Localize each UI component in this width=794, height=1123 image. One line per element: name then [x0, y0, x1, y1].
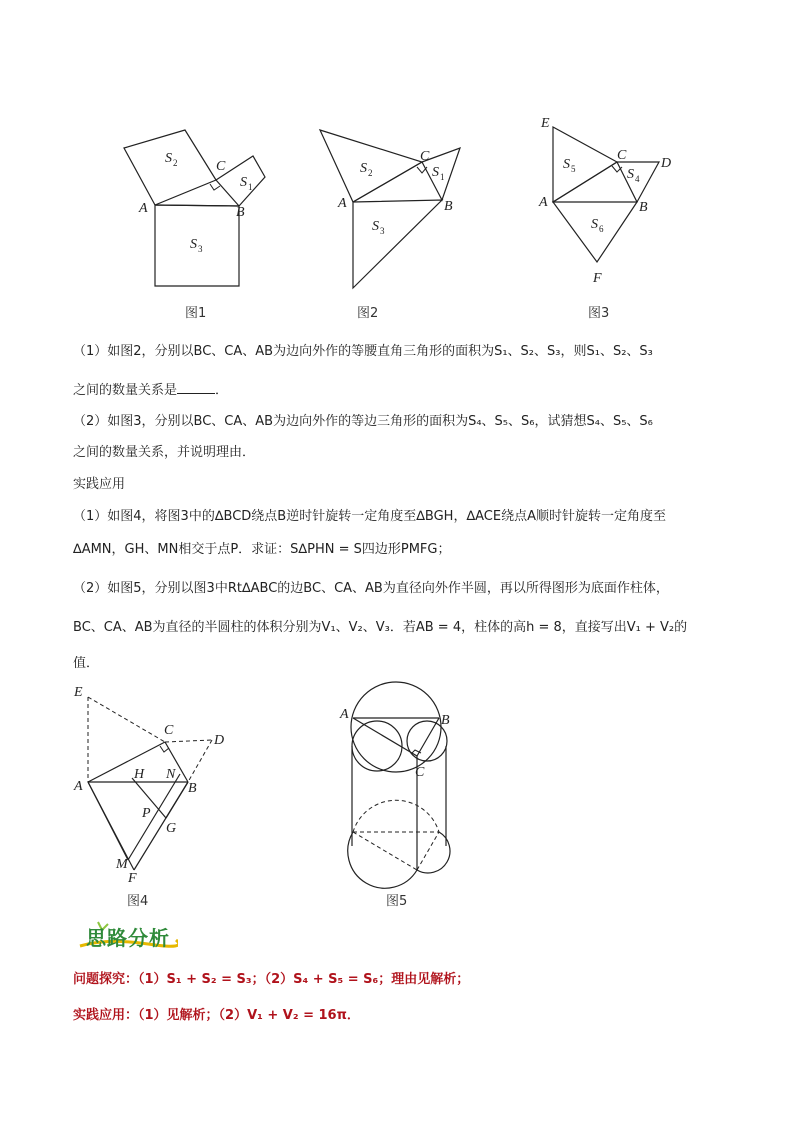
svg-text:S: S [591, 217, 598, 232]
svg-text:F: F [593, 271, 602, 286]
svg-text:B: B [236, 205, 245, 220]
svg-text:S: S [190, 237, 197, 252]
svg-text:3: 3 [380, 226, 385, 236]
svg-text:D: D [214, 733, 225, 748]
svg-text:B: B [441, 713, 450, 728]
svg-text:C: C [415, 765, 425, 780]
practice-1-line-2: ∆AMN，GH、MN相交于点P．求证：S∆PHN = S四边形PMFG； [73, 542, 451, 557]
figure-1 [115, 120, 285, 295]
practice-2-line-1: （2）如图5，分别以图3中Rt∆ABC的边BC、CA、AB为直径向外作半圆，再以所得图形为底面作柱体， [73, 581, 669, 596]
figure-5-caption: 图5 [386, 894, 408, 909]
svg-text:1: 1 [248, 182, 253, 192]
figure-3-caption: 图3 [588, 306, 610, 321]
figure-4 [70, 682, 240, 887]
svg-text:S: S [372, 219, 379, 234]
svg-text:E: E [541, 116, 550, 131]
svg-text:S: S [563, 157, 570, 172]
svg-text:G: G [166, 821, 177, 836]
svg-text:B: B [188, 781, 197, 796]
answer-line-1: 问题探究：（1）S₁ + S₂ = S₃；（2）S₄ + S₅ = S₆；理由见解析； [73, 972, 470, 987]
svg-text:A: A [539, 195, 548, 210]
section-heading: 实践应用 [73, 477, 126, 492]
svg-text:H: H [134, 767, 145, 782]
question-2-line-1: （2）如图3，分别以BC、CA、AB为边向外作的等边三角形的面积为S₄、S₅、S₆，试猜想S₄、S₅、S₆ [73, 414, 653, 429]
svg-text:C: C [216, 159, 226, 174]
svg-text:M: M [116, 857, 128, 872]
svg-text:S: S [627, 167, 634, 182]
svg-text:2: 2 [368, 168, 373, 178]
svg-text:S: S [165, 151, 172, 166]
practice-2-line-2: BC、CA、AB为直径的半圆柱的体积分别为V₁、V₂、V₃．若AB = 4，柱体的高h = 8，直接写出V₁ + V₂的 [73, 620, 688, 635]
svg-text:A: A [139, 201, 148, 216]
question-1-line-2-text: 之间的数量关系是 [73, 383, 178, 398]
svg-text:S: S [432, 165, 439, 180]
practice-1-line-1: （1）如图4，将图3中的∆BCD绕点B逆时针旋转一定角度至∆BGH，∆ACE绕点A顺时针旋转一定角度至 [73, 509, 666, 524]
svg-text:1: 1 [440, 172, 445, 182]
svg-text:N: N [166, 767, 176, 782]
svg-text:B: B [444, 199, 453, 214]
answer-blank [177, 381, 215, 394]
question-1-line-1: （1）如图2，分别以BC、CA、AB为边向外作的等腰直角三角形的面积为S₁、S₂、S₃，则S₁、S₂、S₃ [73, 344, 653, 359]
svg-text:A: A [74, 779, 83, 794]
svg-text:P: P [142, 806, 151, 821]
svg-text:3: 3 [198, 244, 203, 254]
svg-text:5: 5 [571, 164, 576, 174]
figure-2-caption: 图2 [357, 306, 379, 321]
figure-3 [535, 112, 685, 297]
svg-text:4: 4 [635, 174, 640, 184]
svg-text:2: 2 [173, 158, 178, 168]
svg-text:E: E [74, 685, 83, 700]
thinking-analysis-logo [78, 918, 178, 952]
figure-2 [310, 120, 480, 295]
svg-text:C: C [164, 723, 174, 738]
practice-2-line-3: 值． [73, 656, 100, 671]
svg-text:A: A [340, 707, 349, 722]
question-1-line-2-end: ． [215, 383, 229, 398]
answer-line-2: 实践应用：（1）见解析；（2）V₁ + V₂ = 16π． [73, 1008, 360, 1023]
svg-text:S: S [240, 175, 247, 190]
svg-text:B: B [639, 200, 648, 215]
figure-1-caption: 图1 [185, 306, 207, 321]
svg-text:S: S [360, 161, 367, 176]
figure-5 [335, 680, 465, 890]
svg-text:C: C [617, 148, 627, 163]
svg-text:6: 6 [599, 224, 604, 234]
svg-text:D: D [661, 156, 672, 171]
svg-text:F: F [128, 871, 137, 886]
figure-4-caption: 图4 [127, 894, 149, 909]
svg-text:C: C [420, 149, 430, 164]
svg-text:A: A [338, 196, 347, 211]
question-1-line-2 [73, 381, 733, 400]
question-2-line-2: 之间的数量关系，并说明理由． [73, 445, 256, 460]
logo-text: 思路分析 [86, 926, 170, 950]
